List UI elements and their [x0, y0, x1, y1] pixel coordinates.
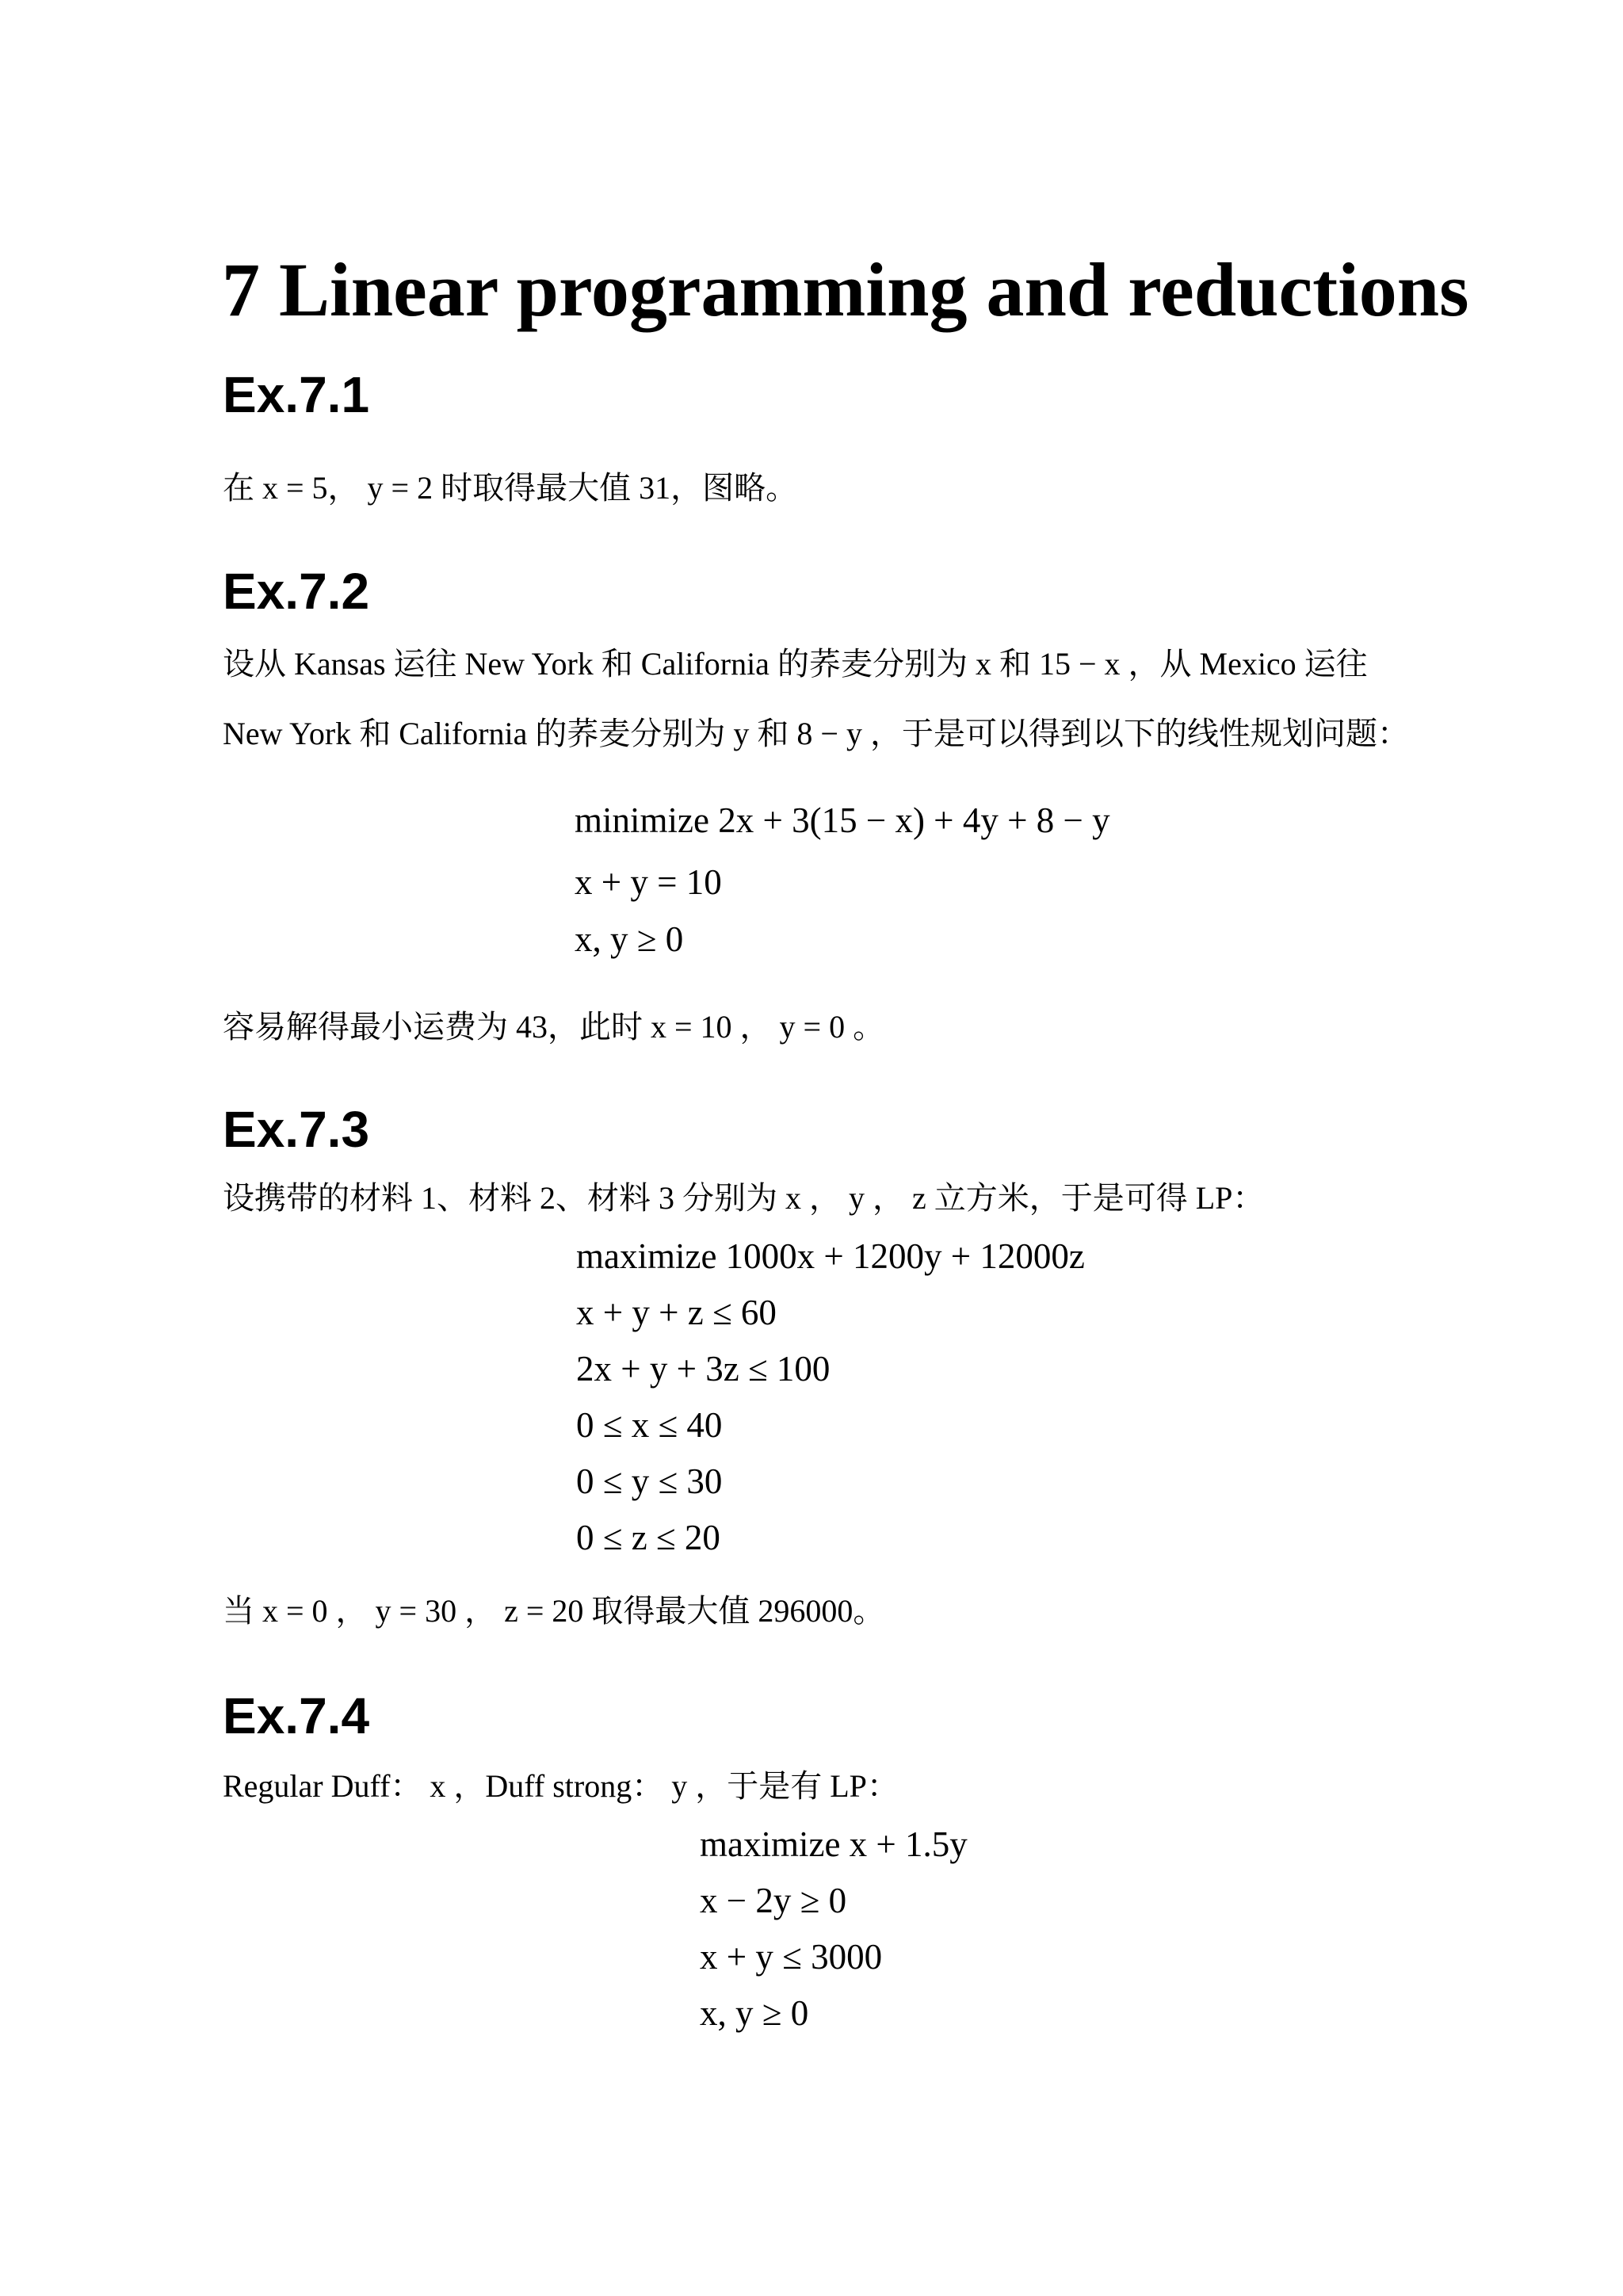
ex-7-2-result: 容易解得最小运费为 43，此时 x = 10 ， y = 0 。 — [223, 1009, 885, 1045]
ex-7-2-heading: Ex.7.2 — [223, 563, 370, 620]
ex-7-3-intro: 设携带的材料 1、材料 2、材料 3 分别为 x ， y ， z 立方米，于是可得 LP： — [223, 1180, 1265, 1216]
ex-7-2-objective: minimize 2x + 3(15 − x) + 4y + 8 − y — [575, 800, 1110, 840]
ex-7-2-line-2: New York 和 California 的荞麦分别为 y 和 8 − y ，于是可以得到以下的线性规划问题： — [223, 716, 1409, 751]
ex-7-3-objective: maximize 1000x + 1200y + 12000z — [576, 1236, 1085, 1276]
ex-7-3-result: 当 x = 0 ， y = 30 ， z = 20 取得最大值 296000。 — [223, 1593, 885, 1629]
ex-7-4-objective: maximize x + 1.5y — [700, 1824, 968, 1864]
ex-7-3-heading: Ex.7.3 — [223, 1101, 370, 1158]
ex-7-3-constraint-3: 0 ≤ x ≤ 40 — [576, 1405, 723, 1445]
ex-7-2-constraint-1: x + y = 10 — [575, 862, 722, 902]
ex-7-3-constraint-5: 0 ≤ z ≤ 20 — [576, 1518, 720, 1557]
ex-7-4-heading: Ex.7.4 — [223, 1687, 370, 1744]
ex-7-2-constraint-2: x, y ≥ 0 — [575, 919, 684, 959]
ex-7-3-constraint-1: x + y + z ≤ 60 — [576, 1293, 777, 1332]
chapter-title: 7 Linear programming and reductions — [222, 247, 1469, 332]
ex-7-1-text: 在 x = 5， y = 2 时取得最大值 31，图略。 — [223, 470, 798, 506]
ex-7-4-constraint-1: x − 2y ≥ 0 — [700, 1881, 847, 1920]
ex-7-3-constraint-4: 0 ≤ y ≤ 30 — [576, 1461, 723, 1501]
ex-7-2-line-1: 设从 Kansas 运往 New York 和 California 的荞麦分别为 x 和 15 − x ，从 Mexico 运往 — [223, 646, 1368, 682]
ex-7-4-constraint-3: x, y ≥ 0 — [700, 1993, 809, 2033]
ex-7-4-constraint-2: x + y ≤ 3000 — [700, 1937, 883, 1977]
ex-7-1-heading: Ex.7.1 — [223, 366, 370, 423]
ex-7-3-constraint-2: 2x + y + 3z ≤ 100 — [576, 1349, 831, 1389]
ex-7-4-intro: Regular Duff： x ，Duff strong： y ，于是有 LP： — [223, 1768, 899, 1804]
